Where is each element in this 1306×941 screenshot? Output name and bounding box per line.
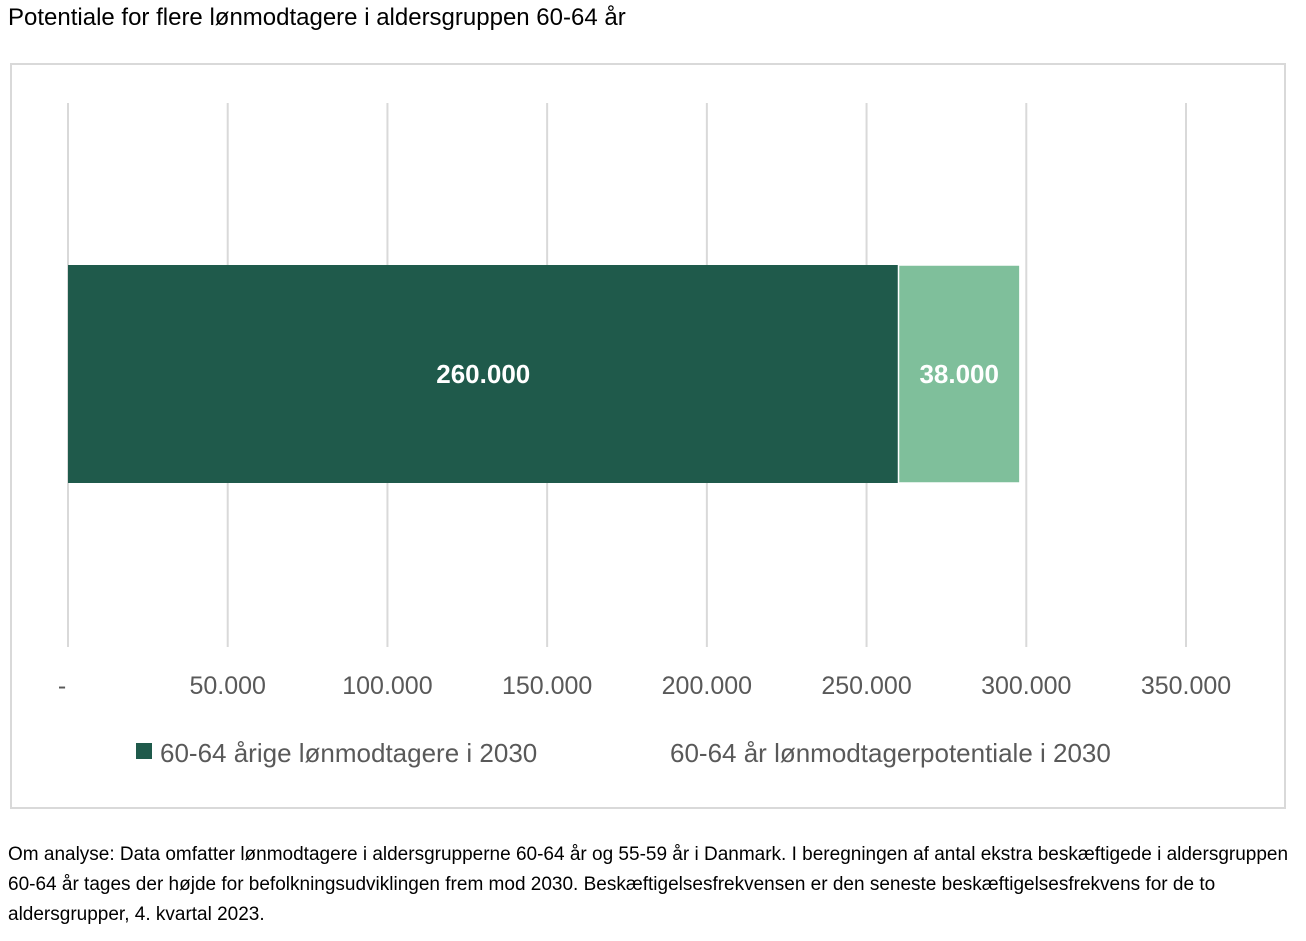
x-tick-label: 100.000: [342, 672, 433, 700]
x-tick-label: 150.000: [501, 672, 593, 700]
data-label: 260.000: [436, 359, 531, 389]
analysis-note: Om analyse: Data omfatter lønmodtagere i aldersgrupperne 60-64 år og 55-59 år i Danmark. I beregningen af antal ekstra beskæftigede i aldersgruppen 60-64 år tages der højde for befolkningsudviklingen frem mod 2030. Beskæftigelsesfrekvensen er den seneste beskæftigelsesfrekvens for de to aldersgrupper, 4. kvartal 2023.: [8, 844, 1289, 925]
x-tick-label: 200.000: [661, 672, 753, 700]
x-tick-label: 250.000: [821, 672, 912, 700]
legend-label: 60-64 år lønmodtagerpotentiale i 2030: [670, 738, 1111, 768]
x-tick-label: -: [57, 672, 67, 700]
chart-title: Potentiale for flere lønmodtagere i aldersgruppen 60-64 år: [8, 4, 626, 31]
data-label: 38.000: [919, 359, 999, 389]
legend-label: 60-64 årige lønmodtagere i 2030: [160, 738, 538, 768]
legend-swatch: [136, 743, 152, 759]
x-tick-label: 350.000: [1140, 672, 1232, 700]
chart-area: [10, 63, 1286, 809]
bar-chart: [12, 65, 1284, 807]
x-tick-label: 50.000: [189, 672, 266, 700]
x-tick-label: 300.000: [981, 672, 1072, 700]
